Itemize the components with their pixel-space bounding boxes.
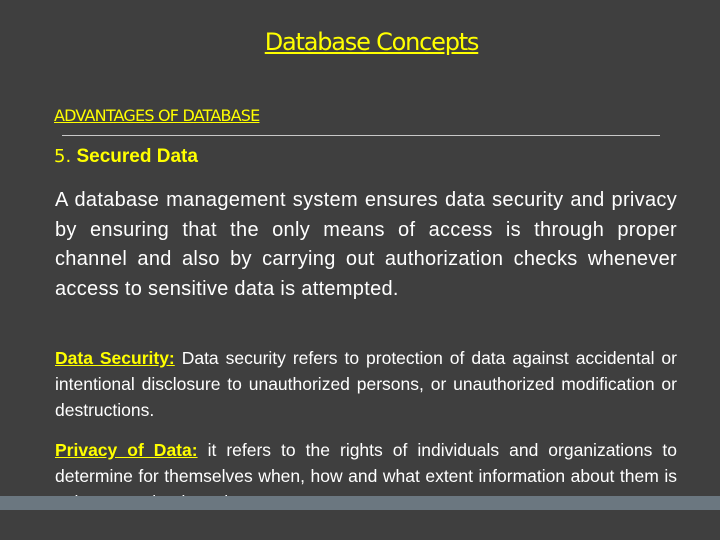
point-number: 5. (54, 146, 72, 167)
point-heading (54, 146, 198, 168)
definition-text: Data security refers to protection of data against accidental or intentional disclosure to unauthorized persons, or unauthorized modification or destructions. (55, 348, 677, 420)
definition-term: Privacy of Data: (55, 440, 198, 460)
divider-line (62, 135, 660, 136)
slide-title: Database Concepts (264, 28, 479, 56)
section-heading: ADVANTAGES OF DATABASE (54, 106, 260, 125)
definition-data-security (55, 345, 677, 423)
main-paragraph: A database management system ensures data security and privacy by ensuring that the only means of access is through proper channel and also by carrying out authorization checks whenever access to sensitive data is attempted. (55, 189, 677, 300)
definition-text: it refers to the rights of individuals and organizations to determine for themselves when, how and what extent information about them is (55, 440, 677, 486)
footer-bar (0, 496, 720, 510)
definition-term: Data Security: (55, 348, 175, 368)
point-title: Secured Data (76, 146, 198, 167)
